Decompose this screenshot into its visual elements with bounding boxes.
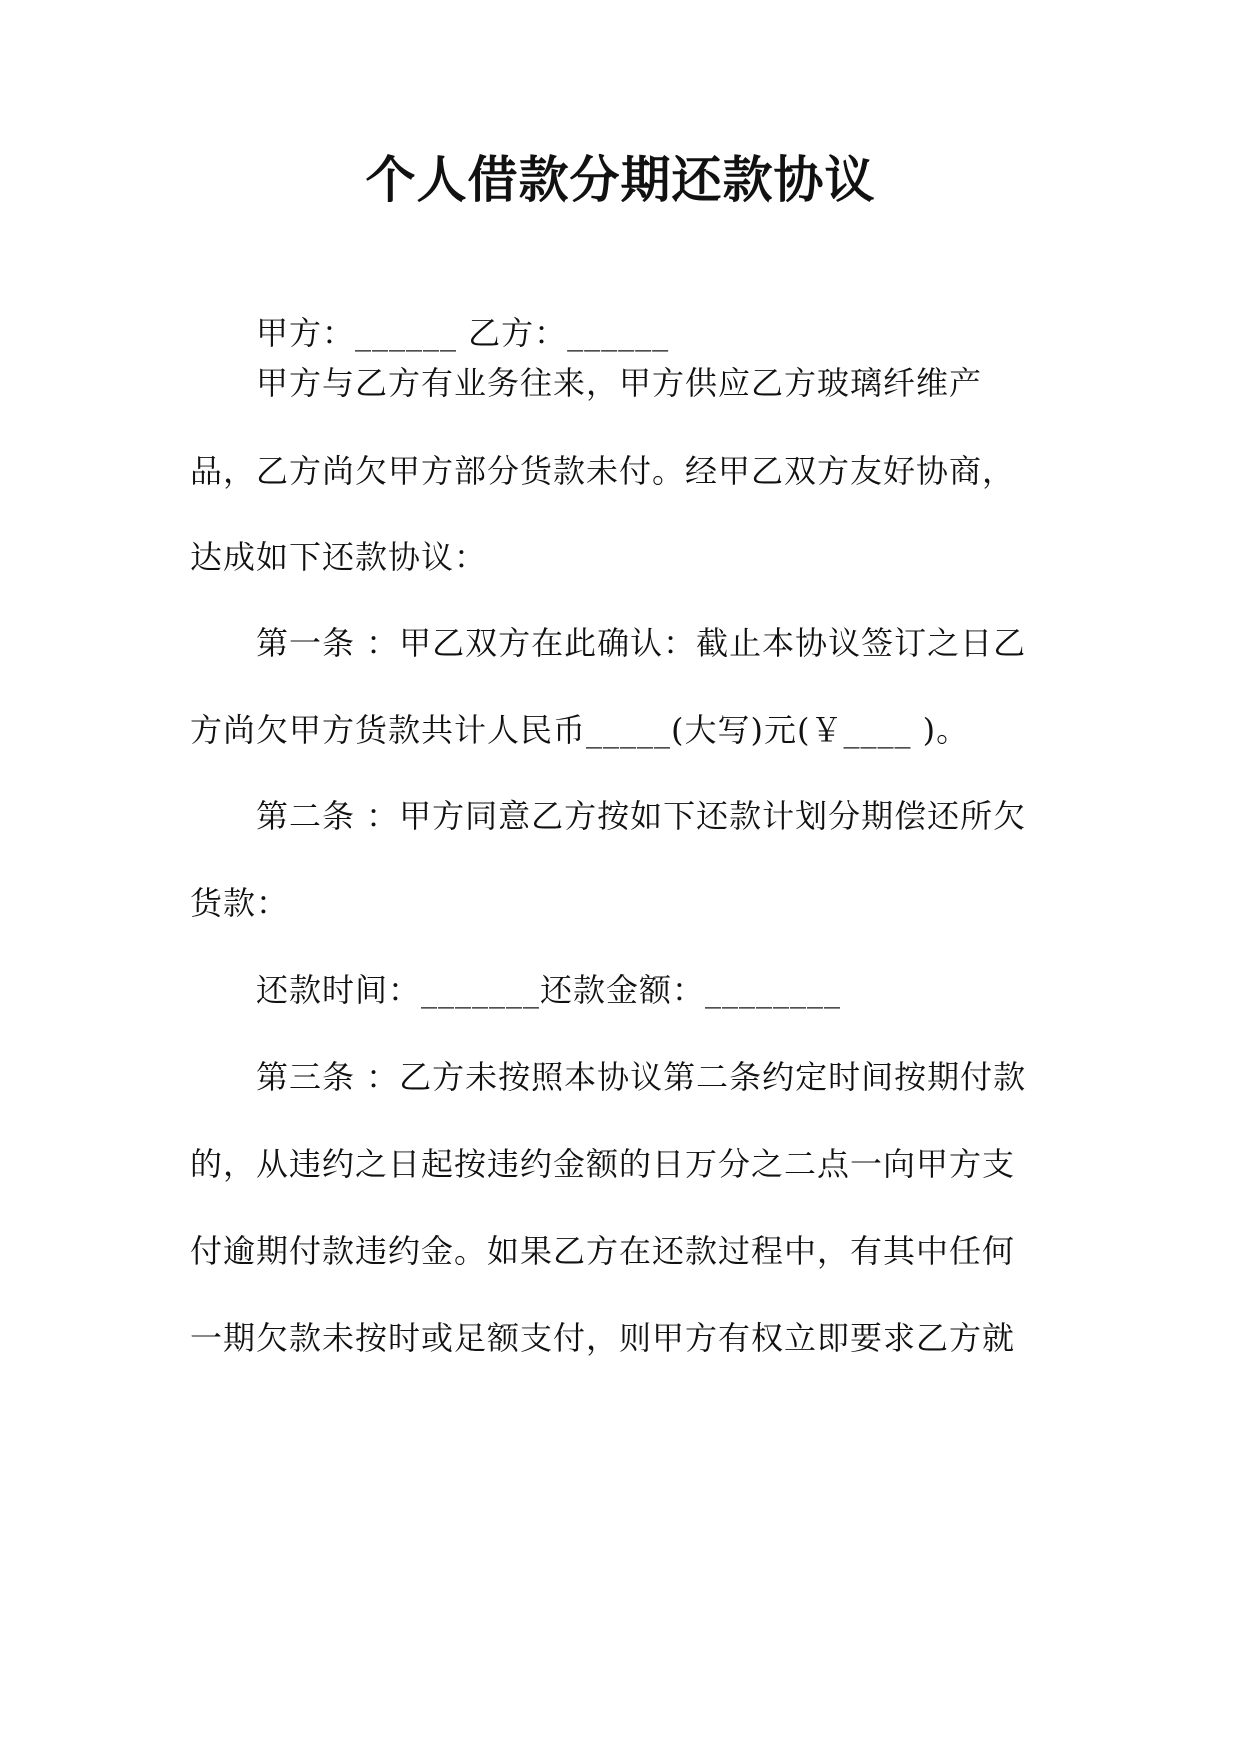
article-3-line: 的，从违约之日起按违约金额的日万分之二点一向甲方支 [190,1145,1016,1183]
article-1-line: 方尚欠甲方货款共计人民币_____(大写)元(￥____ )。 [190,711,970,749]
article-2-line: 第二条 ：甲方同意乙方按如下还款计划分期偿还所欠 [256,797,1027,835]
article-1-line: 第一条 ：甲乙双方在此确认：截止本协议签订之日乙 [256,624,1027,662]
article-3-line: 第三条 ：乙方未按照本协议第二条约定时间按期付款 [256,1058,1027,1096]
paragraph-line: 达成如下还款协议： [190,538,488,576]
article-2-line: 货款： [190,884,290,922]
paragraph-line: 甲方与乙方有业务往来，甲方供应乙方玻璃纤维产 [256,364,983,402]
article-3-line: 一期欠款未按时或足额支付，则甲方有权立即要求乙方就 [190,1319,1016,1357]
document-title: 个人借款分期还款协议 [365,150,876,209]
parties-line: 甲方：______ 乙方：______ [256,314,670,352]
article-3-line: 付逾期付款违约金。如果乙方在还款过程中，有其中任何 [190,1232,1016,1270]
paragraph-line: 品，乙方尚欠甲方部分货款未付。经甲乙双方友好协商， [190,452,1016,490]
repayment-line: 还款时间：_______还款金额：________ [256,971,842,1009]
